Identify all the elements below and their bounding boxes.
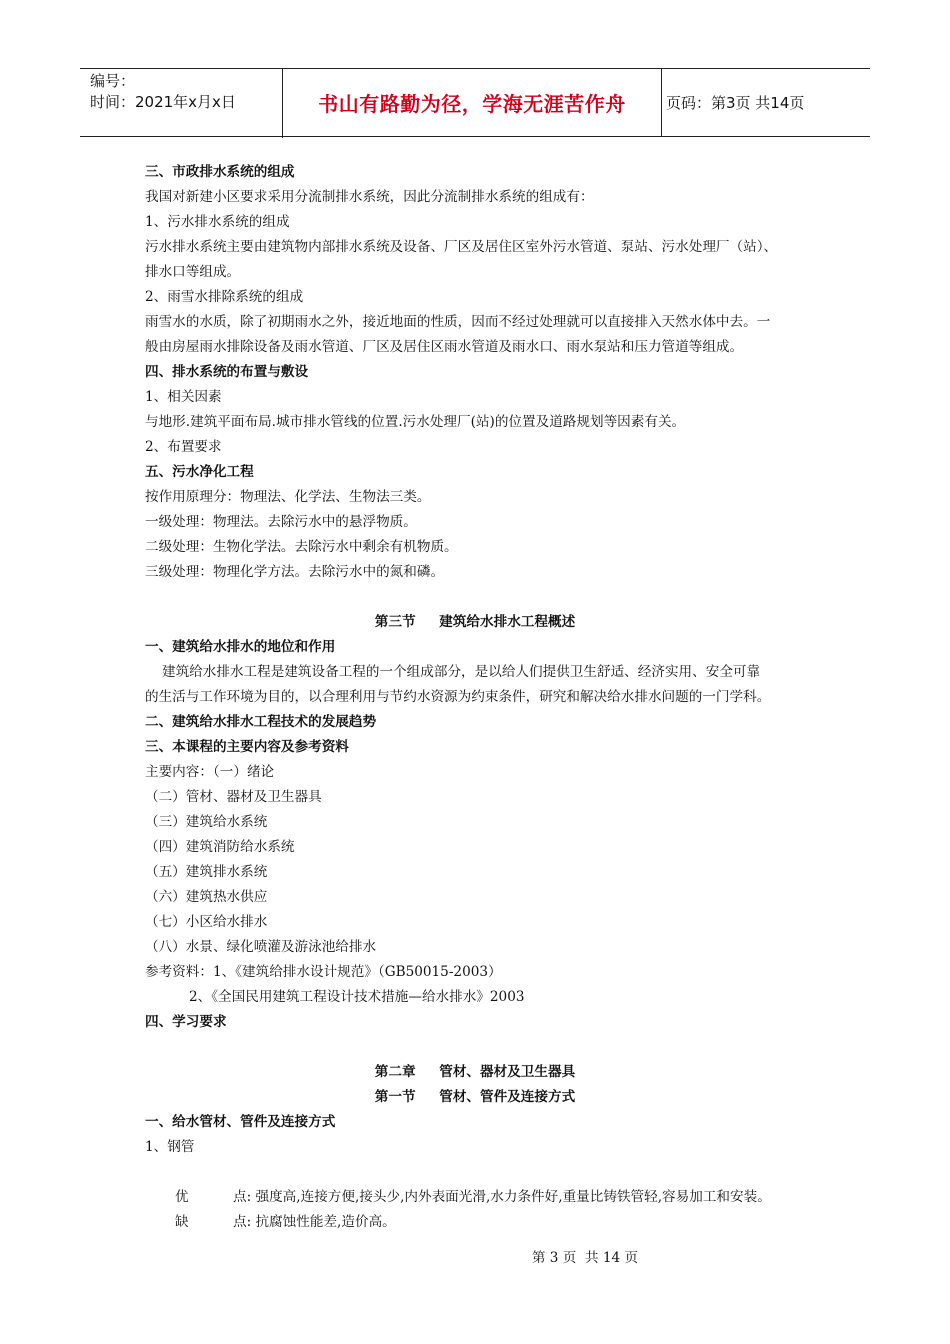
paragraph-line: 建筑给水排水工程是建筑设备工程的一个组成部分，是以给人们提供卫生舒适、经济实用、安全可靠 (162, 664, 761, 680)
page-footer: 第 3 页 共 14 页 (531, 1250, 639, 1266)
doc-code-label: 编号： (90, 72, 136, 90)
section-title: 第一节 管材、管件及连接方式 (374, 1089, 576, 1105)
list-item: （七）小区给水排水 (145, 914, 268, 930)
cons-line (145, 1210, 825, 1235)
paragraph-line: 按作用原理分：物理法、化学法、生物法三类。 (145, 489, 431, 505)
paragraph-line: 与地形.建筑平面布局.城市排水管线的位置.污水处理厂(站)的位置及道路规划等因素有关。 (145, 414, 686, 430)
section-heading: 三、本课程的主要内容及参考资料 (145, 739, 349, 755)
paragraph-line: 我国对新建小区要求采用分流制排水系统，因此分流制排水系统的组成有： (145, 189, 594, 205)
list-item: （八）水景、绿化喷灌及游泳池给排水 (145, 939, 377, 955)
subheading: 2、布置要求 (145, 439, 222, 455)
list-item: （六）建筑热水供应 (145, 889, 268, 905)
subheading: 1、污水排水系统的组成 (145, 214, 290, 230)
subheading: 1、相关因素 (145, 389, 222, 405)
section-heading: 四、学习要求 (145, 1014, 227, 1030)
paragraph-line: 雨雪水的水质，除了初期雨水之外，接近地面的性质，因而不经过处理就可以直接排入天然水体中去。一 (145, 314, 771, 330)
list-item: （四）建筑消防给水系统 (145, 839, 295, 855)
list-item: （五）建筑排水系统 (145, 864, 268, 880)
paragraph-line: 排水口等组成。 (145, 264, 241, 280)
paragraph-line: 的生活与工作环境为目的，以合理利用与节约水资源为约束条件，研究和解决给水排水问题的一门学科。 (145, 689, 771, 705)
list-item: 主要内容：（一）绪论 (145, 764, 275, 780)
cons-text: 点: 抗腐蚀性能差,造价高。 (233, 1214, 396, 1230)
doc-date-label: 时间：2021年x月x日 (90, 93, 236, 111)
page-header (80, 68, 870, 137)
section-heading: 三、市政排水系统的组成 (145, 164, 295, 180)
section-heading: 五、污水净化工程 (145, 464, 254, 480)
subheading: 2、雨雪水排除系统的组成 (145, 289, 304, 305)
pros-text: 点: 强度高,连接方便,接头少,内外表面光滑,水力条件好,重量比铸铁管轻,容易加工和安装。 (233, 1189, 771, 1205)
section-title: 第三节 建筑给水排水工程概述 (374, 614, 576, 630)
subheading: 1、钢管 (145, 1139, 195, 1155)
paragraph-line: 污水排水系统主要由建筑物内部排水系统及设备、厂区及居住区室外污水管道、泵站、污水处理厂（站）、 (145, 239, 778, 255)
document-body (145, 160, 825, 1235)
header-info (80, 69, 283, 138)
pros-line (145, 1185, 825, 1210)
section-heading: 一、建筑给水排水的地位和作用 (145, 639, 336, 655)
pros-key: 优 (175, 1189, 189, 1205)
section-heading: 二、建筑给水排水工程技术的发展趋势 (145, 714, 377, 730)
header-page-label: 页码：第3页 共14页 (666, 94, 805, 112)
paragraph-line: 二级处理：生物化学法。去除污水中剩余有机物质。 (145, 539, 458, 555)
paragraph-line: 一级处理：物理法。去除污水中的悬浮物质。 (145, 514, 417, 530)
paragraph-line: 般由房屋雨水排除设备及雨水管道、厂区及居住区雨水管道及雨水口、雨水泵站和压力管道等组成。 (145, 339, 744, 355)
section-heading: 一、给水管材、管件及连接方式 (145, 1114, 336, 1130)
list-item: （三）建筑给水系统 (145, 814, 268, 830)
chapter-title: 第二章 管材、器材及卫生器具 (374, 1064, 576, 1080)
header-motto: 书山有路勤为径，学海无涯苦作舟 (283, 69, 662, 136)
section-heading: 四、排水系统的布置与敷设 (145, 364, 309, 380)
cons-key: 缺 (175, 1214, 189, 1230)
list-item: （二）管材、器材及卫生器具 (145, 789, 322, 805)
paragraph-line: 三级处理：物理化学方法。去除污水中的氮和磷。 (145, 564, 445, 580)
reference-line: 2、《全国民用建筑工程设计技术措施—给水排水》2003 (189, 989, 525, 1005)
reference-line: 参考资料：1、《建筑给排水设计规范》（GB50015-2003） (145, 964, 502, 980)
